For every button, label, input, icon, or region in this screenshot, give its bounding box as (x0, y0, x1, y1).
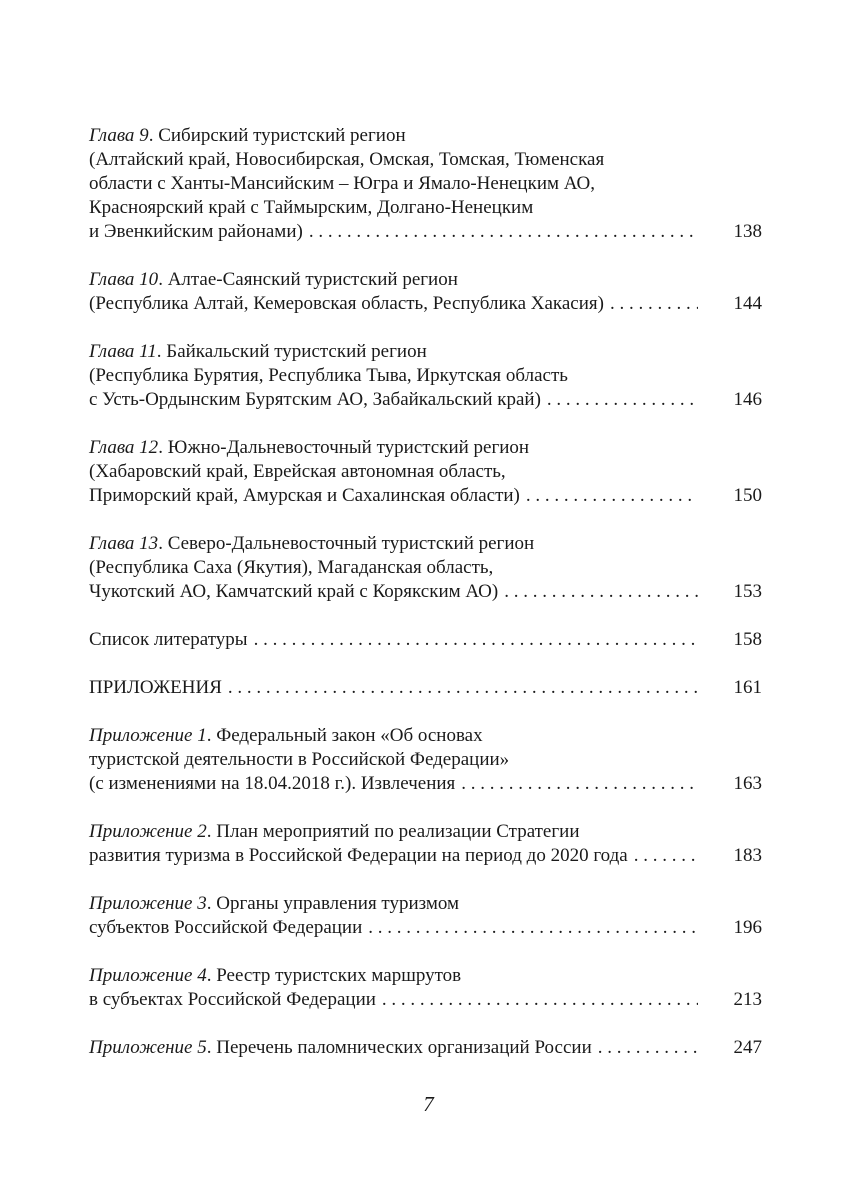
entry-title: Список литературы (89, 629, 248, 650)
entry-line: Приморский край, Амурская и Сахалинская области) (89, 485, 520, 506)
toc-entry-appendix-2[interactable]: Приложение 2. План мероприятий по реализации Стратегии развития туризма в Российской Федерации на период до 2020 года . . . 183 (89, 820, 762, 868)
entry-line: развития туризма в Российской Федерации на период до 2020 года (89, 845, 628, 866)
entry-page-number: 144 (733, 293, 762, 314)
entry-line: (Алтайский край, Новосибирская, Омская, Томская, Тюменская (89, 149, 605, 170)
toc-entry-appendix-3[interactable]: Приложение 3. Органы управления туризмом субъектов Российской Федерации . . . 196 (89, 892, 762, 940)
entry-page-number: 163 (733, 773, 762, 794)
leader-dots (634, 844, 698, 868)
entry-page-number: 158 (733, 629, 762, 650)
entry-page-number: 247 (733, 1037, 762, 1058)
leader-dots (382, 988, 698, 1012)
leader-dots (368, 916, 698, 940)
toc-entry-chapter-13[interactable]: Глава 13. Северо-Дальневосточный туристский регион (Республика Саха (Якутия), Магаданская область, Чукотский АО, Камчатский край с Корякским АО) . . . 153 (89, 532, 762, 604)
entry-page-number: 150 (733, 485, 762, 506)
entry-line: (Республика Алтай, Кемеровская область, Республика Хакасия) (89, 293, 604, 314)
entry-label: Приложение 2 (89, 821, 207, 842)
entry-line: Чукотский АО, Камчатский край с Корякским АО) (89, 581, 499, 602)
entry-title: План мероприятий по реализации Стратегии (216, 821, 580, 842)
leader-dots (526, 484, 698, 508)
entry-page-number: 161 (733, 677, 762, 698)
entry-title: ПРИЛОЖЕНИЯ (89, 677, 222, 698)
entry-label: Глава 12 (89, 437, 159, 458)
entry-label: Приложение 4 (89, 965, 207, 986)
entry-label: Глава 11 (89, 341, 157, 362)
entry-line: с Усть-Ордынским Бурятским АО, Забайкальский край) (89, 389, 541, 410)
entry-title: Органы управления туризмом (216, 893, 460, 914)
toc-entry-appendix-1[interactable]: Приложение 1. Федеральный закон «Об основах туристской деятельности в Российской Федерации» (с изменениями на 18.04.2018 г.). Извлечения . . . 163 (89, 724, 762, 796)
leader-dots (254, 628, 698, 652)
entry-page-number: 146 (733, 389, 762, 410)
leader-dots (598, 1036, 698, 1060)
page-number: 7 (423, 1092, 434, 1116)
entry-title: Перечень паломнических организаций России (216, 1037, 592, 1058)
entry-line: (Республика Бурятия, Республика Тыва, Иркутская область (89, 365, 568, 386)
entry-page-number: 138 (733, 221, 762, 242)
entry-page-number: 183 (733, 845, 762, 866)
entry-title: Алтае-Саянский туристский регион (167, 269, 458, 290)
entry-line: (Хабаровский край, Еврейская автономная область, (89, 461, 506, 482)
entry-title: Северо-Дальневосточный туристский регион (167, 533, 535, 554)
entry-line: Красноярский край с Таймырским, Долгано-Ненецким (89, 197, 534, 218)
entry-title: Южно-Дальневосточный туристский регион (167, 437, 530, 458)
entry-label: Приложение 1 (89, 725, 207, 746)
leader-dots (504, 580, 698, 604)
leader-dots (610, 292, 698, 316)
toc-entry-bibliography[interactable] (89, 628, 762, 652)
entry-line: и Эвенкийским районами) (89, 221, 303, 242)
toc-entry-chapter-10[interactable]: Глава 10. Алтае-Саянский туристский регион (Республика Алтай, Кемеровская область, Республика Хакасия) . . . 144 (89, 268, 762, 316)
entry-line: области с Ханты-Мансийским – Югра и Ямало-Ненецким АО, (89, 173, 596, 194)
toc-entry-appendix-5[interactable]: Приложение 5. Перечень паломнических организаций России . . . 247 (89, 1036, 762, 1060)
entry-label: Глава 9 (89, 125, 149, 146)
toc-entry-chapter-11[interactable]: Глава 11. Байкальский туристский регион (Республика Бурятия, Республика Тыва, Иркутская область с Усть-Ордынским Бурятским АО, Забайкальский край) . . . 146 (89, 340, 762, 412)
entry-label: Глава 13 (89, 533, 159, 554)
table-of-contents (89, 124, 762, 1060)
entry-label: Глава 10 (89, 269, 159, 290)
toc-entry-appendix-4[interactable]: Приложение 4. Реестр туристских маршрутов в субъектах Российской Федерации . . . 213 (89, 964, 762, 1012)
toc-entry-chapter-9[interactable]: Глава 9. Сибирский туристский регион (Алтайский край, Новосибирская, Омская, Томская, Тюменская области с Ханты-Мансийским – Югра и Ямало-Ненецким АО, Красноярский край с Таймырским, Долгано-Ненецким и Эвенкийским районами) . . . 138 (89, 124, 762, 244)
entry-label: Приложение 5 (89, 1037, 207, 1058)
entry-page-number: 153 (733, 581, 762, 602)
entry-line: туристской деятельности в Российской Федерации» (89, 749, 510, 770)
leader-dots (547, 388, 698, 412)
leader-dots (309, 220, 698, 244)
entry-title: Сибирский туристский регион (158, 125, 406, 146)
entry-line: (Республика Саха (Якутия), Магаданская область, (89, 557, 494, 578)
entry-title: Байкальский туристский регион (166, 341, 427, 362)
entry-line: (с изменениями на 18.04.2018 г.). Извлечения (89, 773, 456, 794)
entry-label: Приложение 3 (89, 893, 207, 914)
toc-entry-appendices[interactable] (89, 676, 762, 700)
toc-entry-chapter-12[interactable]: Глава 12. Южно-Дальневосточный туристский регион (Хабаровский край, Еврейская автономная область, Приморский край, Амурская и Сахалинская области) . . . 150 (89, 436, 762, 508)
leader-dots (228, 676, 698, 700)
entry-title: Реестр туристских маршрутов (216, 965, 462, 986)
entry-line: субъектов Российской Федерации (89, 917, 363, 938)
entry-page-number: 213 (733, 989, 762, 1010)
entry-page-number: 196 (733, 917, 762, 938)
leader-dots (461, 772, 698, 796)
entry-title: Федеральный закон «Об основах (216, 725, 483, 746)
entry-line: в субъектах Российской Федерации (89, 989, 376, 1010)
